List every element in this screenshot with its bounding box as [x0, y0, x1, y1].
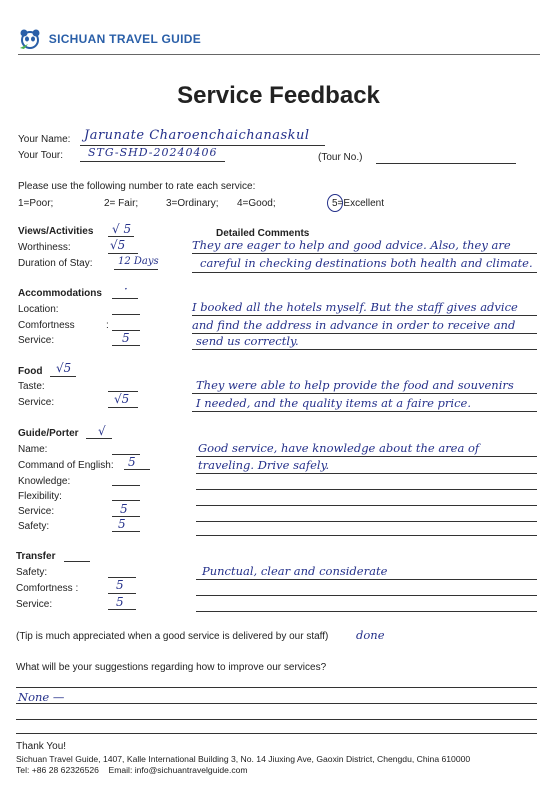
tour-line	[80, 161, 225, 162]
guide-safety-value: 5	[118, 517, 126, 531]
your-name-label: Your Name:	[18, 134, 71, 145]
rating-circle	[327, 194, 343, 212]
acc-comment-2: and find the address in advance in order to receive and	[192, 318, 516, 332]
guide-name-label: Name:	[18, 444, 48, 455]
footer-address: Sichuan Travel Guide, 1407, Kalle International Building 3, No. 14 Jiuxing Ave, Gaoxin District, Chengdu, China 610000	[16, 754, 471, 764]
rating-3: 3=Ordinary;	[166, 198, 219, 209]
worthiness-label: Worthiness:	[18, 242, 71, 253]
command-value: 5	[128, 455, 136, 469]
tour-no-label: (Tour No.)	[318, 152, 363, 163]
location-label: Location:	[18, 304, 59, 315]
guide-comment-1: Good service, have knowledge about the area of	[198, 441, 480, 455]
header-rule	[18, 54, 540, 55]
guide-label: Guide/Porter	[18, 428, 79, 439]
acc-comment-1: I booked all the hotels myself. But the staff gives advice	[192, 300, 518, 314]
page-title: Service Feedback	[177, 82, 380, 109]
accommodations-mark: ·	[124, 282, 128, 296]
footer-contact: Tel: +86 28 62326526 Email: info@sichuantravelguide.com	[16, 765, 248, 775]
knowledge-label: Knowledge:	[18, 476, 71, 487]
transfer-label: Transfer	[16, 551, 56, 562]
duration-value: 12 Days	[118, 256, 159, 267]
food-mark: √5	[56, 361, 72, 375]
thanks-text: Thank You!	[16, 741, 67, 752]
guide-service-value: 5	[120, 502, 128, 516]
rating-2: 2= Fair;	[104, 198, 139, 209]
tip-value: done	[356, 628, 385, 642]
acc-comment-3: send us correctly.	[196, 334, 299, 348]
food-comment-2: I needed, and the quality items at a faire price.	[196, 396, 471, 410]
your-name-value: Jarunate Charoenchaichanaskul	[84, 128, 310, 143]
rating-4: 4=Good;	[237, 198, 276, 209]
rating-5: 5=Excellent	[332, 198, 384, 209]
suggestions-answer: None —	[18, 690, 65, 704]
rating-intro: Please use the following number to rate each service:	[18, 181, 256, 192]
acc-service-label: Service:	[18, 335, 55, 346]
guide-service-label: Service:	[18, 506, 55, 517]
tip-text: (Tip is much appreciated when a good service is delivered by our staff)	[16, 631, 329, 642]
accommodations-label: Accommodations	[18, 288, 102, 299]
transfer-comfortness-value: 5	[116, 578, 124, 592]
detailed-comments-label: Detailed Comments	[216, 228, 310, 239]
views-mark: √ 5	[112, 222, 132, 236]
views-comment-1: They are eager to help and good advice. Also, they are	[192, 238, 511, 252]
acc-comfortness-label: Comfortness	[18, 320, 75, 331]
transfer-safety-label: Safety:	[16, 567, 48, 578]
transfer-service-label: Service:	[16, 599, 53, 610]
views-comment-2: careful in checking destinations both health and climate.	[200, 256, 533, 270]
brand-name: SICHUAN TRAVEL GUIDE	[48, 32, 202, 46]
tour-no-line	[376, 163, 516, 164]
food-service-value: √5	[114, 392, 130, 406]
views-label: Views/Activities	[18, 226, 94, 237]
guide-safety-label: Safety:	[18, 521, 50, 532]
brand-logo	[18, 28, 201, 50]
guide-mark: √	[98, 424, 106, 438]
food-service-label: Service:	[18, 397, 55, 408]
your-tour-label: Your Tour:	[18, 150, 64, 161]
taste-label: Taste:	[18, 381, 45, 392]
your-tour-value: STG-SHD-20240406	[88, 146, 218, 159]
acc-service-value: 5	[122, 331, 130, 345]
command-label: Command of English:	[18, 460, 114, 471]
rating-1: 1=Poor;	[18, 198, 54, 209]
transfer-comment-1: Punctual, clear and considerate	[202, 564, 388, 578]
suggestions-question: What will be your suggestions regarding how to improve our services?	[16, 662, 327, 673]
panda-icon	[18, 28, 44, 50]
transfer-comfortness-label: Comfortness :	[16, 583, 79, 594]
acc-comfortness-colon: :	[106, 320, 109, 331]
flexibility-label: Flexibility:	[18, 491, 62, 502]
guide-comment-2: traveling. Drive safely.	[198, 458, 330, 472]
food-label: Food	[18, 366, 43, 377]
transfer-service-value: 5	[116, 595, 124, 609]
duration-label: Duration of Stay:	[18, 258, 93, 269]
food-comment-1: They were able to help provide the food and souvenirs	[196, 378, 514, 392]
worthiness-value: √5	[110, 238, 126, 252]
